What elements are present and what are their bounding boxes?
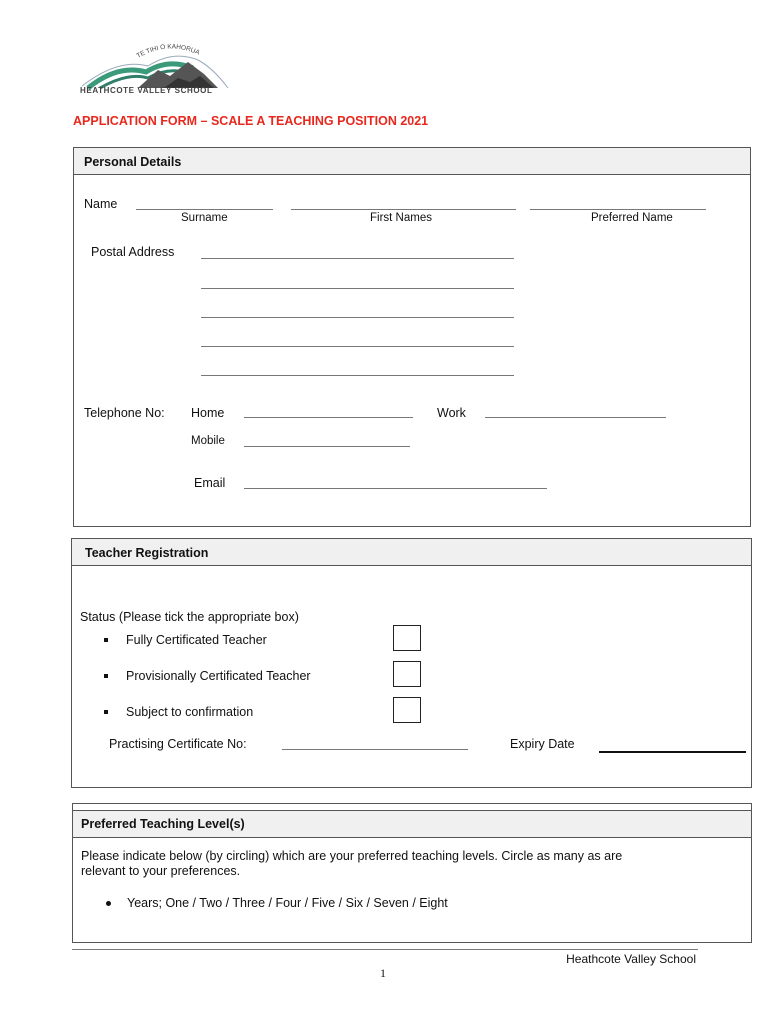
postal-address-line-2[interactable] — [201, 288, 514, 289]
mobile-phone-field[interactable] — [244, 446, 410, 447]
expiry-date-label: Expiry Date — [510, 737, 575, 751]
option-subject-to-confirmation: Subject to confirmation — [126, 705, 254, 719]
preferred-name-caption: Preferred Name — [591, 212, 673, 224]
postal-address-line-1[interactable] — [201, 258, 514, 259]
subject-to-confirmation-checkbox[interactable] — [393, 697, 421, 723]
postal-address-label: Postal Address — [91, 245, 175, 259]
provisionally-certificated-checkbox[interactable] — [393, 661, 421, 687]
home-label: Home — [191, 406, 225, 420]
first-names-field[interactable] — [291, 209, 516, 210]
footer-school-name: Heathcote Valley School — [566, 952, 696, 966]
bullet-square — [104, 710, 108, 714]
postal-address-line-5[interactable] — [201, 375, 514, 376]
email-label: Email — [194, 476, 226, 490]
personal-details-heading: Personal Details — [84, 155, 182, 169]
bullet-dot — [106, 901, 111, 906]
preferred-name-field[interactable] — [530, 209, 706, 210]
postal-address-line-3[interactable] — [201, 317, 514, 318]
years-options: Years; One / Two / Three / Four / Five / Six / Seven / Eight — [127, 896, 448, 910]
home-phone-field[interactable] — [244, 417, 413, 418]
logo-school-name: HEATHCOTE VALLEY SCHOOL — [80, 86, 213, 95]
option-provisionally-certificated: Provisionally Certificated Teacher — [126, 669, 311, 683]
personal-details-section — [73, 147, 751, 527]
teacher-registration-section — [71, 538, 752, 788]
teaching-levels-section — [72, 803, 752, 943]
surname-caption: Surname — [181, 212, 228, 224]
telephone-label: Telephone No: — [84, 406, 165, 420]
logo-arc-text: TE TIHI O KAHORUA — [135, 43, 201, 60]
surname-field[interactable] — [136, 209, 273, 210]
footer-rule — [72, 949, 698, 950]
fully-certificated-checkbox[interactable] — [393, 625, 421, 651]
work-phone-field[interactable] — [485, 417, 666, 418]
option-fully-certificated: Fully Certificated Teacher — [126, 633, 267, 647]
status-label: Status (Please tick the appropriate box) — [80, 610, 299, 624]
teaching-levels-header — [73, 810, 751, 838]
practising-certificate-field[interactable] — [282, 749, 468, 750]
form-title: APPLICATION FORM – SCALE A TEACHING POSITION 2021 — [73, 114, 429, 128]
teacher-registration-heading: Teacher Registration — [85, 546, 209, 560]
practising-certificate-label: Practising Certificate No: — [109, 737, 247, 751]
levels-instructions-line2: relevant to your preferences. — [81, 864, 241, 878]
teacher-registration-header — [72, 539, 751, 566]
page-number: 1 — [380, 966, 386, 980]
bullet-square — [104, 638, 108, 642]
name-label: Name — [84, 197, 118, 211]
teaching-levels-heading: Preferred Teaching Level(s) — [81, 817, 245, 831]
work-label: Work — [437, 406, 466, 420]
first-names-caption: First Names — [370, 212, 432, 224]
mobile-label: Mobile — [191, 435, 225, 447]
levels-instructions-line1: Please indicate below (by circling) which are your preferred teaching levels. Circle as many as are — [81, 849, 623, 863]
bullet-square — [104, 674, 108, 678]
personal-details-header — [74, 148, 750, 175]
postal-address-line-4[interactable] — [201, 346, 514, 347]
email-field[interactable] — [244, 488, 547, 489]
expiry-date-field[interactable] — [599, 751, 746, 753]
